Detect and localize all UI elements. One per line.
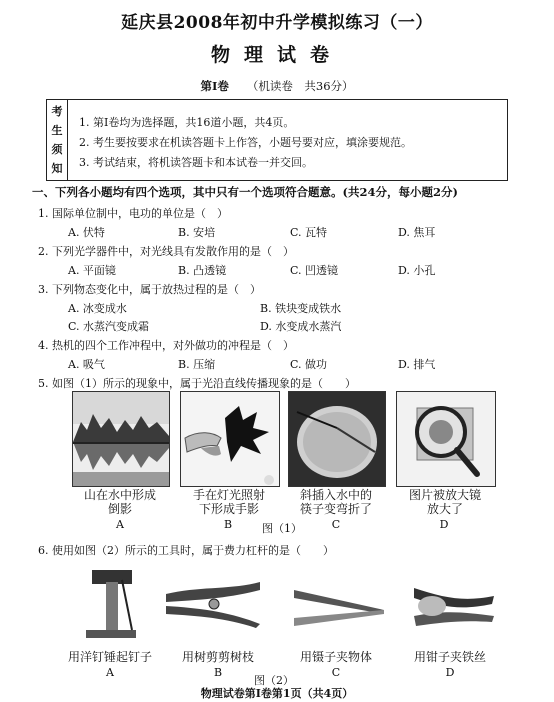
option-c: C. 瓦特 [290,226,328,239]
notice-head-char: 知 [51,162,63,175]
question-6: 6. 使用如图（2）所示的工具时，属于费力杠杆的是（ ） [38,544,334,557]
notice-head-char: 生 [51,124,63,137]
caption-line: 手在灯光照射 [192,488,265,502]
caption-line: 山在水中形成 [83,488,156,502]
caption-line: 倒影 [107,502,132,516]
figure2-label: 图（2） [254,674,294,687]
notice-head [47,100,68,180]
notice-item: 3. 考试结束，将机读答题卡和本试卷一并交回。 [79,156,313,169]
option-c: C. 做功 [290,358,328,371]
page-footer: 物理试卷第Ⅰ卷第1页（共4页） [200,687,354,700]
figure1-d-image [396,391,496,487]
option-d: D. 小孔 [398,264,436,277]
section-instruction: 一、下列各小题均有四个选项，其中只有一个选项符合题意。(共24分，每小题2分) [32,185,458,199]
figure2-b-caption: 用树剪剪树枝 [181,650,254,664]
caption-line: 放大了 [426,502,463,516]
option-d: D. 焦耳 [398,226,436,239]
notice-head-char: 须 [51,143,63,156]
figure2-a-letter: A [106,666,114,679]
figure1-label: 图（1） [262,522,302,535]
option-c: C. 凹透镜 [290,264,339,277]
figure2-a-image [72,560,144,644]
figure2-d-letter: D [445,666,455,679]
option-a: A. 吸气 [68,358,105,371]
figure1-c-caption [278,488,394,516]
option-c: C. 水蒸汽变成霜 [68,320,150,333]
figure1-d-letter: D [439,518,449,531]
figure2-b-letter: B [213,666,223,679]
option-b: B. 压缩 [178,358,216,371]
option-d: D. 排气 [398,358,436,371]
question-2: 2. 下列光学器件中，对光线具有发散作用的是（ ） [38,245,294,258]
option-a: A. 平面镜 [68,264,116,277]
section-heading [0,78,554,94]
figure1-a-caption [62,488,178,516]
juan-label: 第Ⅰ卷 [200,79,229,93]
caption-line: 下形成手影 [198,502,259,516]
figure1-c-image [288,391,386,487]
figure2-d-caption: 用钳子夹铁丝 [413,650,486,664]
question-3: 3. 下列物态变化中，属于放热过程的是（ ） [38,283,261,296]
figure2-b-image [160,576,264,632]
figure1-d-caption [386,488,504,516]
notice-head-char: 考 [51,105,63,118]
notice-item: 1. 第Ⅰ卷均为选择题，共16道小题，共4页。 [79,116,295,129]
option-b: B. 安培 [178,226,216,239]
caption-line: 筷子变弯折了 [299,502,372,516]
caption-line: 斜插入水中的 [299,488,372,502]
figure2-d-image [404,576,500,636]
notice-box [46,99,508,181]
notice-item: 2. 考生要按要求在机读答题卡上作答，小题号要对应，填涂要规范。 [79,136,412,149]
figure1-b-letter: B [223,518,233,531]
figure1-a-letter: A [116,518,124,531]
caption-line: 图片被放大镜 [408,488,481,502]
option-a: A. 伏特 [68,226,105,239]
figure2-c-image [290,580,388,636]
option-d: D. 水变成水蒸汽 [260,320,342,333]
option-b: B. 铁块变成铁水 [260,302,342,315]
figure1-b-caption [170,488,288,516]
question-4: 4. 热机的四个工作冲程中，对外做功的冲程是（ ） [38,339,294,352]
figure1-c-letter: C [331,518,341,531]
question-1: 1. 国际单位制中，电功的单位是（ ） [38,207,228,220]
figure2-c-letter: C [331,666,341,679]
option-a: A. 冰变成水 [68,302,127,315]
figure1-b-image [180,391,280,487]
figure2-a-caption: 用洋钉锤起钉子 [67,650,152,664]
question-5: 5. 如图（1）所示的现象中，属于光沿直线传播现象的是（ ） [38,377,356,390]
exam-title: 延庆县2008年初中升学模拟练习（一） [121,13,433,33]
figure2-c-caption: 用镊子夹物体 [299,650,372,664]
figure1-a-image [72,391,170,487]
option-b: B. 凸透镜 [178,264,227,277]
exam-subtitle: 物理试卷 [210,44,343,66]
juan-note: （机读卷 共36分） [246,79,354,93]
